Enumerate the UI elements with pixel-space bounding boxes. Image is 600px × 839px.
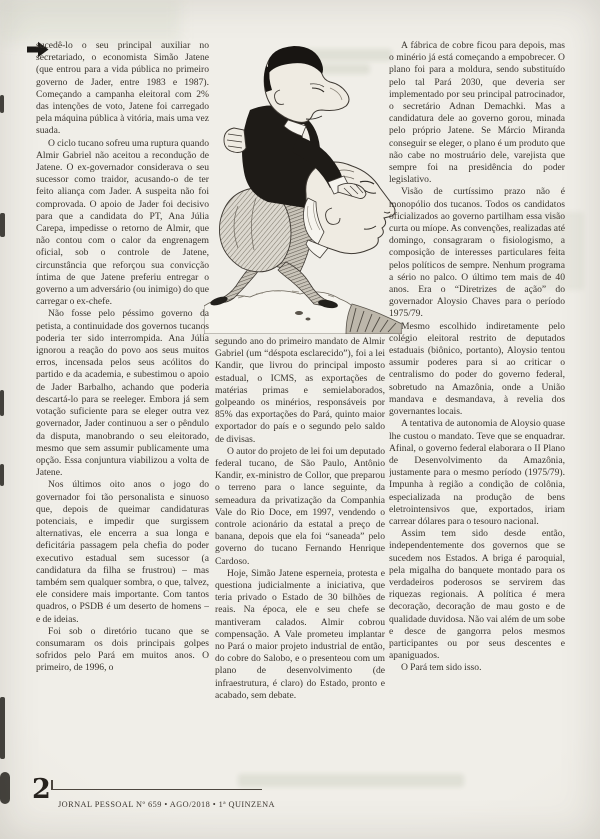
paragraph: Mesmo escolhido indiretamente pelo colégio eleitoral restrito de deputados estaduais (biônico, portanto), Aloysio tentou assumir poderes para si ao criticar o centralismo do poder do governo federal, sobretudo na Amazônia, onde a União mandava e desmandava, à revelia dos governantes locais.	[389, 320, 565, 418]
text-column-1	[36, 40, 209, 778]
scan-smudge	[0, 464, 4, 486]
scan-smudge	[0, 95, 4, 113]
text-column-2	[215, 40, 385, 778]
paragraph: Nos últimos oito anos o jogo do governador foi tão personalista e sinuoso que, depois de queimar candidaturas potenciais, e impedir que surgissem alternativas, ele encerra a sua longa e deficitária passagem pela chefia do poder executivo estadual sem sucessor (a candidatura da filha se frustrou) – mas também sem qualquer sombra, o que, talvez, ele considere mais importante. Com tantos quadros, o PSDB é um deserto de homens – e de ideias.	[36, 479, 209, 625]
paragraph: Não fosse pelo péssimo governo da petista, a continuidade dos governos tucanos poderia ter sido interrompida. Ana Júlia ignorou a reação do povo aos seus muitos erros, incensada pelos seus acólitos do partido e da academia, e subestimou o apoio de Jader Barbalho, achando que poderia descartá-lo para se reeleger. Embora já sem votação suficiente para se eleger outra vez governador, Jader continuou a ser o pêndulo da disputa, manobrando o seu eleitorado, mesmo que sem assumir publicamente uma opção. Essa conjuntura viabilizou a volta de Jatene.	[36, 308, 209, 479]
scan-smudge	[0, 213, 5, 237]
paragraph: O ciclo tucano sofreu uma ruptura quando Almir Gabriel não aceitou a recondução de Jatene. O ex-governador considerava o seu sucessor como traidor, acusando-o de ter feito aliança com Jader. A suspeita não foi comprovada. O apoio de Jader foi decisivo para que a candidata do PT, Ana Júlia Carepa, impedisse o retorno de Almir, que não contou com o calor da engrenagem oficial, sob o controle de Jatene, circunstância que reforçou sua convicção íntima de que Jatene preferiu entregar o governo a um adversário (ou inimigo) do que carregar o ex-chefe.	[36, 137, 209, 308]
paragraph: segundo ano do primeiro mandato de Almir Gabriel (um “déspota esclarecido”), foi a lei Kandir, que livrou do principal imposto estadual, o ICMS, as exportações de matérias primas e semielaborados, golpeando os minérios, responsáveis por 85% das exportações do Pará, quinto maior exportador do país e o segundo pelo saldo de divisas.	[215, 336, 385, 445]
paragraph: Assim tem sido desde então, independentemente dos governos que se sucedem nos Estados. A briga é paroquial, pela migalha do banquete montado para os verdadeiros poderosos se servirem das riquezas regionais. A política é mera decoração, decoração de mau gosto e de qualidade duvidosa. Não vai além de um sobe e desce de gangorra pelos mesmos participantes ou por seus descentes e apaniguados.	[389, 528, 565, 662]
paragraph: O Pará tem sido isso.	[401, 662, 482, 674]
figure-spacer	[215, 40, 385, 336]
paragraph: O autor do projeto de lei foi um deputado federal tucano, de São Paulo, Antônio Kandir, ex-ministro de Collor, que preparou o terreno para o lance seguinte, da semeadura da privatização da Companhia Vale do Rio Doce, em 1997, vendendo o controle acionário da estatal a preço de banana, depois que ela foi “saneada” pelo governo do tucano Fernando Henrique Cardoso.	[215, 445, 385, 567]
text-column-3	[389, 40, 565, 770]
paragraph: A tentativa de autonomia de Aloysio quase lhe custou o mandato. Teve que se enquadrar. Afinal, o governo federal elaborara o II Plano de Desenvolvimento da Amazônia, justamente para o mesmo período (1975/79). Impunha à região a condição de colônia, especializada na produção de bens eletrointensivos que, exportados, iriam carrear dólares para o tesouro nacional.	[389, 418, 565, 527]
scan-smudge	[0, 697, 5, 759]
scan-tint	[0, 0, 180, 42]
paragraph: Foi sob o diretório tucano que se consumaram os dois principais golpes sofridos pelo Pará em muitos anos. O primeiro, de 1996, o	[36, 625, 209, 674]
paragraph: Visão de curtíssimo prazo não é monopólio dos tucanos. Todos os candidatos oficializados ao governo partilham essa visão curta ou míope. As convenções, realizadas até domingo, consagraram o fisiologismo, a composição de interesses particulares feita pelos políticos de sempre. Nenhum programa a sério no palco. O último tem mais de 40 anos. Era o “Diretrizes de ação” do governador Aloysio Chaves para o período 1975/79.	[389, 186, 565, 320]
scan-smudge	[0, 390, 4, 416]
footer-rule	[51, 789, 275, 812]
paragraph: A fábrica de cobre ficou para depois, mas o minério já está começando a empobrecer. O plano foi para a moldura, sendo substituído pelo tal Pará 2030, que deveria ser implementado por seu principal patrocinador, o secretário Adnan Demachki. Mas a candidatura dele ao governo gorou, minada pelo próprio Jatene. Se Márcio Miranda conseguir se eleger, o plano é um produto que não cabe no mostruário dele, varejista que sempre foi na presidência do poder legislativo.	[389, 40, 565, 186]
paragraph: sucedê-lo o seu principal auxiliar no secretariado, o economista Simão Jatene (que entrou para a vida pública no primeiro governo de Jader, entre 1983 e 1987). Começando a campanha eleitoral com 2% das intenções de voto, Jatene foi carregado pela máquina pública à vitória, mais uma vez suada.	[36, 40, 209, 137]
issue-line: JORNAL PESSOAL Nº 659 • AGO/2018 • 1ª QUINZENA	[58, 799, 275, 809]
page-number: 2	[32, 774, 51, 805]
scan-smudge	[0, 772, 10, 804]
paragraph: Hoje, Simão Jatene esperneia, protesta e questiona judicialmente a iniciativa, que teria privado o Estado de 30 bilhões de reais. Na época, ele e seu chefe se mantiveram calados. Almir cobrou compensação. A Vale prometeu implantar no Pará o maior projeto industrial de então, do cobre do Salobo, e o presenteou com um plano de desenvolvimento (de infraestrutura, é claro) do Estado, pronto e acabado, sem debate.	[215, 567, 385, 701]
